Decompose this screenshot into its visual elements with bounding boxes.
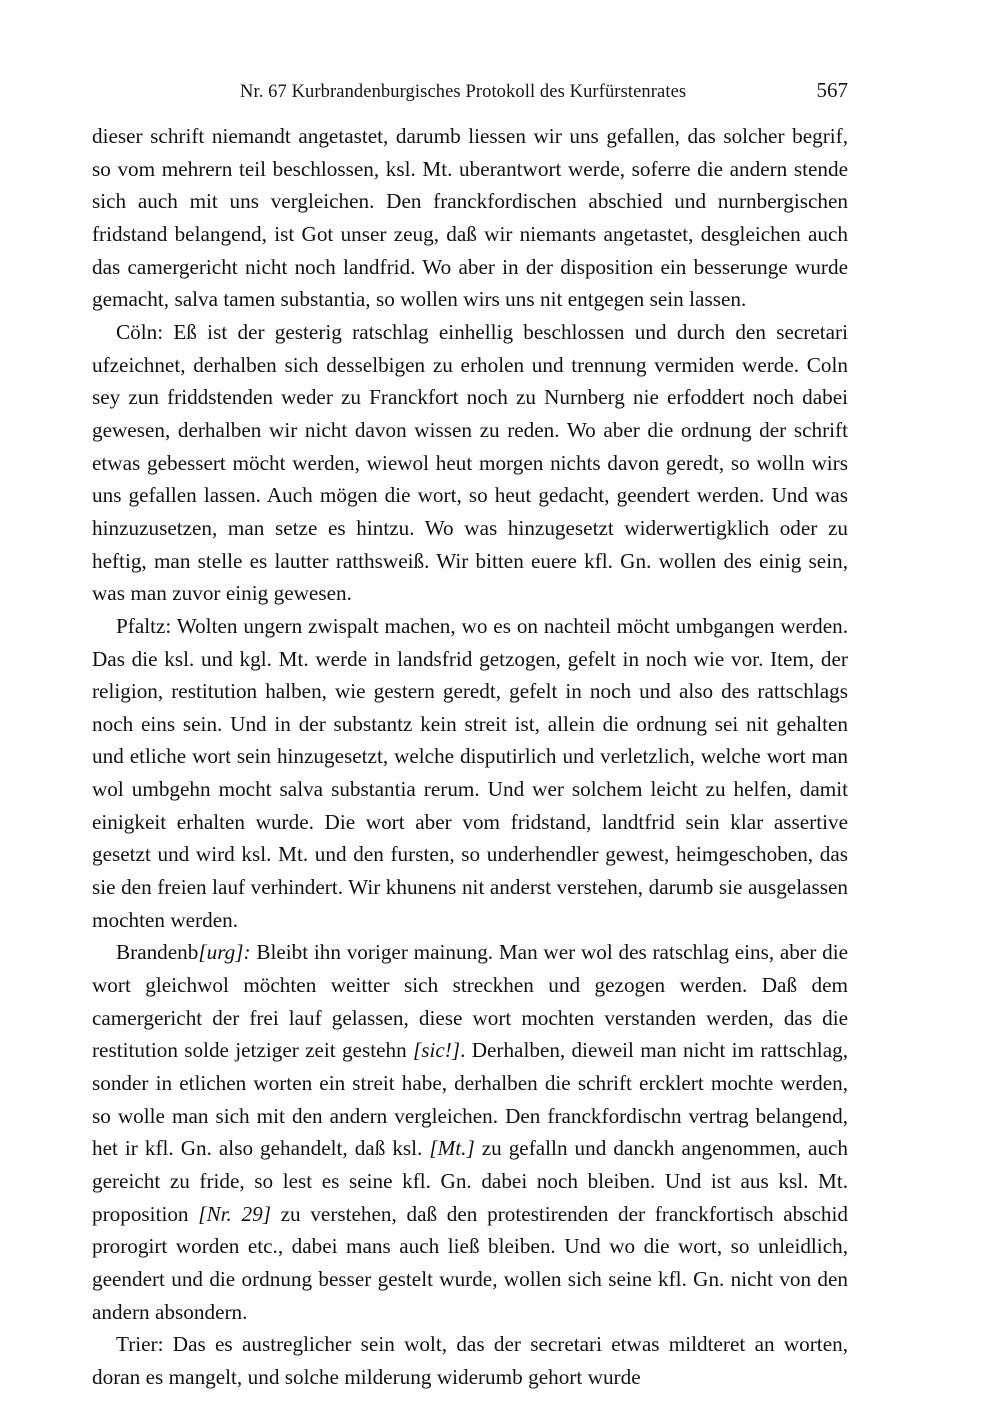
paragraph-coeln: Cöln: Eß ist der gesterig ratschlag einhellig beschlossen und durch den secretari ufzeichnet, derhalben sich desselbigen zu erholen und trennung vermiden werde. Coln sey zun friddstenden weder zu Franckfort noch zu Nurnberg nie erfoddert noch dabei gewesen, derhalben wir nicht davon wissen zu reden. Wo aber die ordnung der schrift etwas gebessert möcht werden, wiewol heut morgen nichts davon geredt, so wolln wirs uns gefallen lassen. Auch mögen die wort, so heut gedacht, geendert werden. Und was hinzuzusetzen, man setze es hintzu. Wo was hinzugesetzt widerwertigklich oder zu heftig, man stelle es lautter ratthsweiß. Wir bitten euere kfl. Gn. wollen des einig sein, was man zuvor einig gewesen. bbox=[92, 319, 848, 606]
text-run: Bleibt ihn voriger mainung. Man wer wol des ratschlag eins, aber die wort gleichwol möchten weitter sich streckhen und gezogen werden. Daß dem camergericht der frei lauf gelassen, diese wort mochten verstanden werden, das die restitution solde jetziger zeit gestehn bbox=[92, 940, 848, 1063]
body-text-block bbox=[92, 120, 848, 1394]
text-run: Brandenb bbox=[116, 940, 199, 965]
paragraph-opening: dieser schrift niemandt angetastet, darumb liessen wir uns gefallen, das solcher begrif, so vom mehrern teil beschlossen, ksl. Mt. uberantwort werde, soferre die andern stende sich auch mit uns vergleichen. Den franckfordischen abschied und nurnbergischen fridstand belangend, ist Got unser zeug, daß wir niemants angetastet, desgleichen auch das camergericht nicht noch landfrid. Wo aber in der disposition ein besserunge wurde gemacht, salva tamen substantia, so wollen wirs uns nit entgegen sein lassen. bbox=[92, 124, 848, 312]
paragraph-trier: Trier: Das es austreglicher sein wolt, das der secretari etwas mildteret an worten, doran es mangelt, und solche milderung widerumb gehort wurde bbox=[92, 1332, 848, 1389]
page-number: 567 bbox=[816, 78, 848, 102]
text-run: zu gefalln und danckh angenommen, auch gereicht zu fride, so lest es seine kfl. Gn. dabei noch bleiben. Und ist aus ksl. Mt. proposition bbox=[92, 1136, 848, 1226]
running-head bbox=[92, 78, 848, 104]
editorial-insertion: [Mt.] bbox=[429, 1136, 475, 1161]
editorial-insertion: [sic!] bbox=[413, 1038, 461, 1063]
text-run: . Derhalben, dieweil man nicht im rattschlag, sonder in etlichen worten ein streit habe, derhalben die schrift ercklert mochte werden, so wolle man sich mit den andern vergleichen. Den franckfordischn vertrag belangend, het ir kfl. Gn. also gehandelt, daß ksl. bbox=[92, 1038, 848, 1161]
paragraph-brandenburg bbox=[92, 936, 848, 1328]
editorial-insertion: [Nr. 29] bbox=[198, 1201, 271, 1226]
text-run: zu verstehen, daß den protestirenden der franckfortisch abschid prorogirt worden etc., dabei mans auch ließ bleiben. Und wo die wort, so unleidlich, geendert und die ordnung besser gestelt wurde, wollen sich seine kfl. Gn. nicht von den andern absondern. bbox=[92, 1201, 848, 1324]
running-head-title: Nr. 67 Kurbrandenburgisches Protokoll des Kurfürstenrates bbox=[240, 82, 687, 102]
editorial-insertion: [urg]: bbox=[198, 940, 251, 965]
paragraph-pfaltz: Pfaltz: Wolten ungern zwispalt machen, wo es on nachteil möcht umbgangen werden. Das die ksl. und kgl. Mt. werde in landsfrid getzogen, gefelt in noch wie vor. Item, der religion, restitution halben, wie gestern geredt, gefelt in noch und also des rattschlags noch eins sein. Und in der substantz kein streit ist, allein die ordnung sei nit gehalten und etliche wort sein hinzugesetzt, welche disputirlich und verletzlich, welche wort man wol umbgehn mocht salva substantia rerum. Und wer solchem leicht zu helfen, damit einigkeit erhalten wurde. Die wort aber vom fridstand, landtfrid sein klar assertive gesetzt und wird ksl. Mt. und den fursten, so underhendler gewest, heimgeschoben, das sie den freien lauf verhindert. Wir khunens nit anderst verstehen, darumb sie ausgelassen mochten werden. bbox=[92, 613, 848, 932]
